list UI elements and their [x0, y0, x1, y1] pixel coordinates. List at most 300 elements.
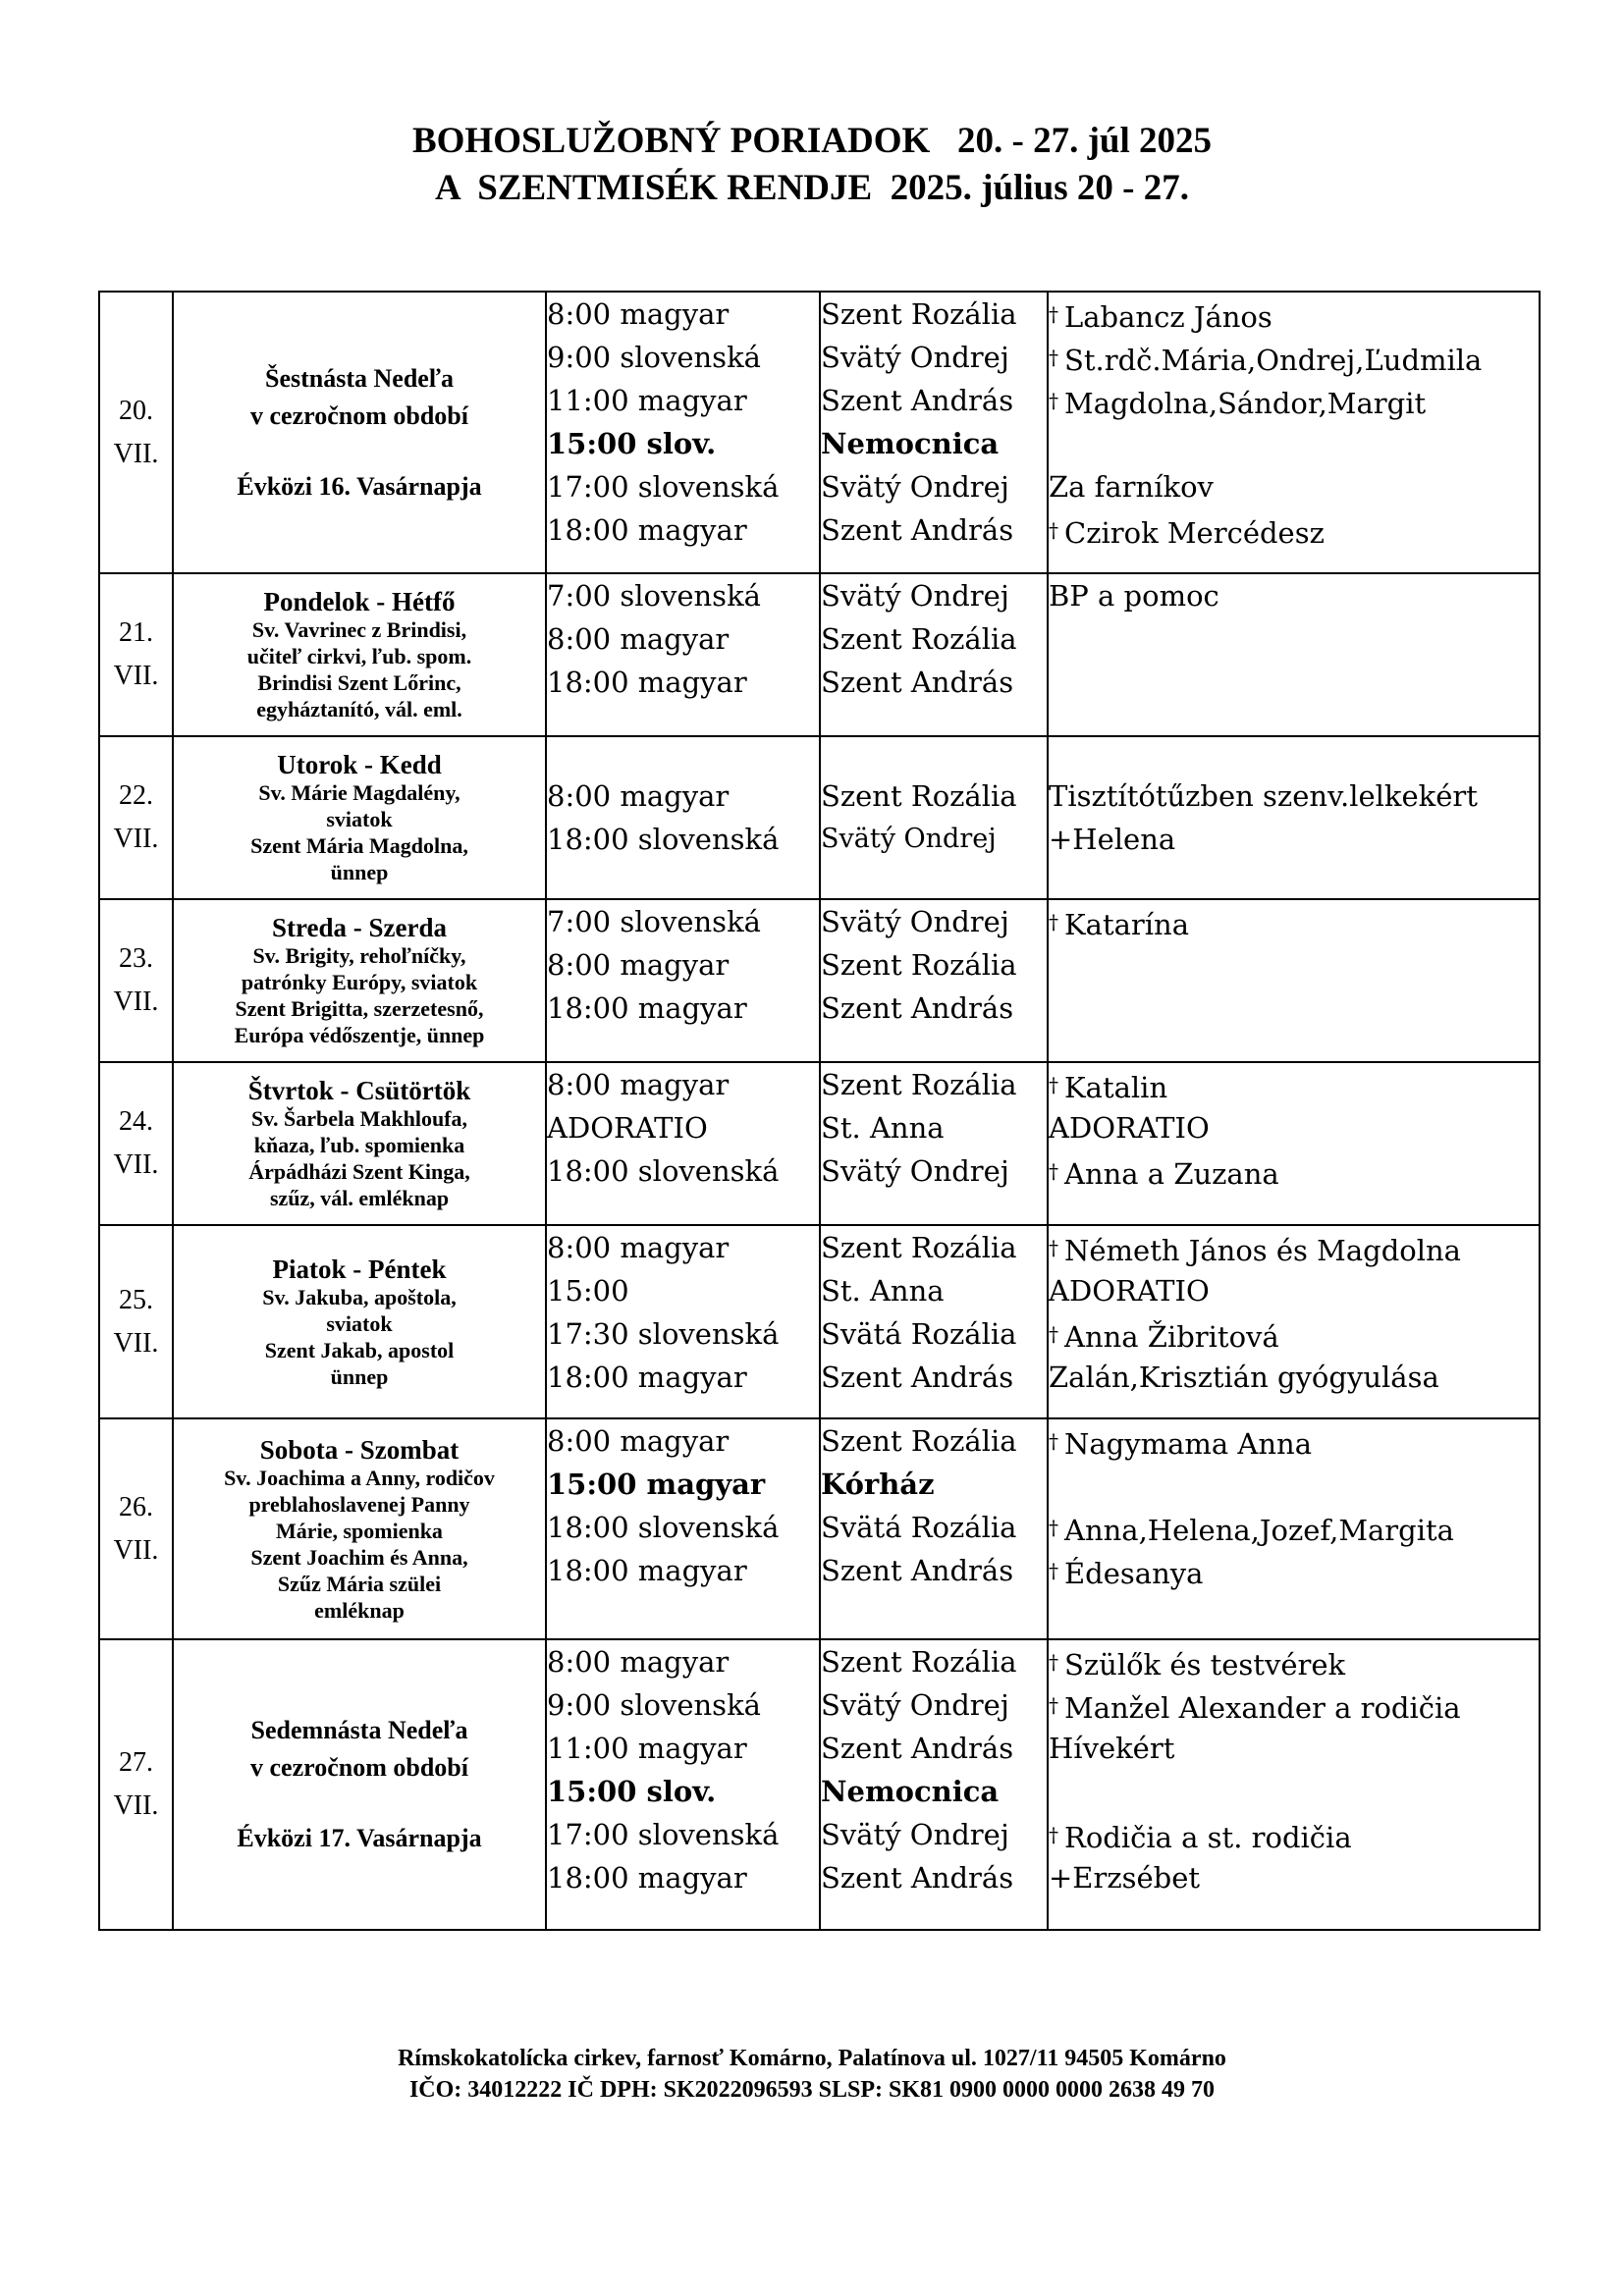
mass-time-text: 17:00 slovenská: [547, 470, 780, 504]
mass-place-text: Nemocnica: [821, 427, 1000, 460]
mass-time-text: 17:30 slovenská: [547, 1317, 780, 1351]
mass-time: [547, 943, 819, 987]
mass-place-text: Szent Rozália: [821, 1068, 1017, 1101]
mass-place: [821, 1063, 1047, 1106]
intention-cell: [1048, 1225, 1540, 1418]
day-row: [99, 292, 1540, 573]
feast-description: preblahoslavenej Panny: [248, 1491, 470, 1517]
mass-intention-text: BP a pomoc: [1049, 579, 1219, 613]
place-cell: [820, 1225, 1048, 1418]
mass-time-text: 8:00 magyar: [547, 1231, 730, 1264]
mass-intention: [1049, 818, 1539, 861]
mass-time-text: 8:00 magyar: [547, 948, 730, 982]
feast-description: Sv. Brigity, rehoľníčky,: [252, 943, 466, 968]
mass-place-text: Svätý Ondrej: [821, 579, 1009, 613]
dagger-icon: †: [1049, 518, 1058, 542]
mass-time: [547, 617, 819, 661]
mass-place-text: Szent András: [821, 1554, 1014, 1587]
mass-intention-text: Anna,Helena,Jozef,Margita: [1064, 1514, 1454, 1547]
mass-place-text: Svätý Ondrej: [821, 1818, 1009, 1851]
mass-intention-text: Hívekért: [1049, 1732, 1175, 1765]
mass-time: [547, 1106, 819, 1149]
liturgical-day-cell: [173, 1225, 546, 1418]
liturgical-day-cell: [173, 573, 546, 736]
feast-description: Árpádházi Szent Kinga,: [248, 1159, 470, 1184]
mass-time-text: 15:00 slov.: [547, 427, 717, 460]
mass-place-text: Szent Rozália: [821, 948, 1017, 982]
place-cell: [820, 573, 1048, 736]
date-cell: [99, 736, 173, 899]
mass-place-text: Szent András: [821, 384, 1014, 417]
mass-intention: [1049, 1312, 1539, 1356]
mass-intention: [1049, 336, 1539, 379]
mass-time-text: 11:00 magyar: [547, 384, 747, 417]
day-name: Sedemnásta Nedeľa: [250, 1716, 468, 1744]
mass-time-text: 18:00 magyar: [547, 1861, 747, 1895]
mass-time: [547, 1419, 819, 1463]
mass-place: [821, 1856, 1047, 1899]
mass-time: [547, 1149, 819, 1193]
footer-address: Rímskokatolícka cirkev, farnosť Komárno, Palatínova ul. 1027/11 94505 Komárno: [398, 2046, 1226, 2071]
day-row: [99, 1062, 1540, 1225]
intention-cell: [1048, 292, 1540, 573]
mass-intention-text: St.rdč.Mária,Ondrej,Ľudmila: [1064, 344, 1483, 377]
feast-description: patrónky Európy, sviatok: [241, 970, 478, 994]
mass-intention: [1049, 943, 1539, 987]
date-month: VII.: [113, 987, 159, 1017]
mass-intention-text: Édesanya: [1064, 1557, 1204, 1590]
mass-time-text: 8:00 magyar: [547, 297, 730, 331]
liturgical-day-cell: [173, 1062, 546, 1225]
mass-place: [821, 818, 1047, 861]
mass-time-text: 15:00 slov.: [547, 1775, 717, 1808]
dagger-icon: †: [1049, 1650, 1058, 1674]
mass-time-text: 15:00: [547, 1274, 629, 1308]
mass-place: [821, 1770, 1047, 1813]
mass-time: [547, 293, 819, 336]
day-name: Utorok - Kedd: [277, 750, 442, 779]
feast-description: ünnep: [330, 1363, 389, 1389]
feast-description: Sv. Márie Magdalény,: [258, 780, 460, 805]
liturgical-day-cell: [173, 292, 546, 573]
dagger-icon: †: [1049, 1073, 1058, 1096]
mass-place-text: Szent András: [821, 991, 1014, 1025]
feast-description: Márie, spomienka: [276, 1518, 443, 1543]
mass-time: [547, 379, 819, 422]
mass-time-cell: [546, 1418, 820, 1639]
day-name: Piatok - Péntek: [272, 1254, 447, 1284]
mass-place-text: St. Anna: [821, 1274, 945, 1308]
date-day: 21.: [119, 617, 153, 648]
mass-intention: [1049, 422, 1539, 465]
mass-intention: [1049, 1226, 1539, 1269]
date-month: VII.: [113, 1534, 159, 1566]
dagger-icon: †: [1049, 1559, 1058, 1582]
mass-time-text: 9:00 slovenská: [547, 1688, 761, 1722]
date-month: VII.: [113, 438, 159, 469]
mass-intention: [1049, 574, 1539, 617]
mass-intention: [1049, 1106, 1539, 1149]
mass-place: [821, 465, 1047, 508]
mass-intention-text: Anna a Zuzana: [1064, 1157, 1279, 1191]
feast-description: Szent Mária Magdolna,: [250, 833, 468, 858]
mass-place-text: Szent András: [821, 666, 1014, 699]
dagger-icon: †: [1049, 1693, 1058, 1717]
mass-place-text: Szent Rozália: [821, 622, 1017, 656]
mass-time: [547, 1727, 819, 1770]
mass-place-text: Szent Rozália: [821, 779, 1017, 813]
mass-intention: [1049, 1683, 1539, 1727]
mass-intention: [1049, 1269, 1539, 1312]
mass-intention: [1049, 1463, 1539, 1506]
date-cell: [99, 292, 173, 573]
mass-time-text: 8:00 magyar: [547, 622, 730, 656]
mass-time: [547, 774, 819, 818]
day-name: Šestnásta Nedeľa: [264, 363, 455, 393]
day-row: [99, 573, 1540, 736]
feast-description: Európa védőszentje, ünnep: [234, 1023, 485, 1047]
mass-place-text: Szent Rozália: [821, 297, 1017, 331]
mass-time-text: 18:00 magyar: [547, 513, 747, 547]
mass-time-text: 18:00 magyar: [547, 1554, 747, 1587]
sunday-hu-name: Évközi 16. Vasárnapja: [237, 471, 482, 501]
mass-intention: [1049, 661, 1539, 704]
mass-place: [821, 1106, 1047, 1149]
feast-description: sviatok: [326, 807, 393, 831]
dagger-icon: †: [1049, 1823, 1058, 1846]
mass-time-text: 18:00 magyar: [547, 1361, 747, 1394]
mass-intention: [1049, 508, 1539, 552]
feast-description: Szent Joachim és Anna,: [250, 1544, 468, 1570]
mass-time-text: 8:00 magyar: [547, 779, 730, 813]
mass-place: [821, 1419, 1047, 1463]
day-row: [99, 1639, 1540, 1930]
mass-time-cell: [546, 1639, 820, 1930]
mass-place: [821, 617, 1047, 661]
mass-place: [821, 900, 1047, 943]
mass-place: [821, 293, 1047, 336]
mass-intention: [1049, 1149, 1539, 1193]
mass-place-text: Svätá Rozália: [821, 1511, 1017, 1544]
mass-time-text: 18:00 slovenská: [547, 1511, 780, 1544]
mass-place: [821, 1312, 1047, 1356]
feast-description: szűz, vál. emléknap: [269, 1186, 450, 1210]
mass-time-text: 18:00 magyar: [547, 991, 747, 1025]
mass-time-text: 8:00 magyar: [547, 1645, 730, 1679]
mass-place: [821, 1640, 1047, 1683]
day-row: [99, 736, 1540, 899]
mass-place: [821, 1269, 1047, 1312]
liturgical-day-cell: [173, 736, 546, 899]
sunday-hu-name: Évközi 17. Vasárnapja: [237, 1824, 482, 1852]
mass-place: [821, 1506, 1047, 1549]
mass-time: [547, 1640, 819, 1683]
liturgical-day-cell: [173, 1418, 546, 1639]
mass-time: [547, 422, 819, 465]
mass-intention-text: Nagymama Anna: [1064, 1427, 1312, 1461]
mass-place-text: Svätá Rozália: [821, 1317, 1017, 1351]
feast-description: Szent Brigitta, szerzetesnő,: [235, 996, 484, 1021]
date-month: VII.: [113, 661, 159, 691]
mass-time-text: 7:00 slovenská: [547, 579, 761, 613]
mass-intention: [1049, 293, 1539, 336]
feast-description: učiteľ cirkvi, ľub. spom.: [246, 644, 472, 668]
mass-intention-text: ADORATIO: [1049, 1274, 1210, 1308]
mass-intention-text: Szülők és testvérek: [1064, 1648, 1346, 1682]
mass-place-text: St. Anna: [821, 1111, 945, 1145]
mass-place-text: Svätý Ondrej: [821, 1688, 1009, 1722]
mass-intention: [1049, 1419, 1539, 1463]
mass-intention: [1049, 1727, 1539, 1770]
dagger-icon: †: [1049, 1516, 1058, 1539]
mass-place-text: Szent András: [821, 1361, 1014, 1394]
mass-intention: [1049, 774, 1539, 818]
mass-place: [821, 336, 1047, 379]
title-hungarian: A SZENTMISÉK RENDJE 2025. július 20 - 27.: [435, 168, 1189, 208]
mass-intention-text: Katarína: [1064, 908, 1190, 941]
date-day: 20.: [119, 395, 153, 426]
mass-time-text: 18:00 slovenská: [547, 823, 780, 856]
mass-intention-text: +Erzsébet: [1049, 1861, 1201, 1895]
place-cell: [820, 292, 1048, 573]
date-month: VII.: [113, 1149, 159, 1180]
mass-place-text: Szent András: [821, 1732, 1014, 1765]
mass-intention-text: Katalin: [1064, 1071, 1168, 1104]
mass-time-cell: [546, 736, 820, 899]
mass-intention-text: ADORATIO: [1049, 1111, 1210, 1145]
feast-description: Sv. Šarbela Makhloufa,: [250, 1106, 468, 1131]
feast-description: emléknap: [314, 1597, 405, 1623]
day-name: v cezročnom období: [250, 1753, 468, 1782]
liturgical-day-cell: [173, 1639, 546, 1930]
place-cell: [820, 1418, 1048, 1639]
mass-time-text: 11:00 magyar: [547, 1732, 747, 1765]
mass-intention-text: Magdolna,Sándor,Margit: [1064, 387, 1427, 420]
date-month: VII.: [113, 1327, 159, 1359]
day-name: Štvrtok - Csütörtök: [247, 1076, 471, 1105]
mass-time: [547, 1226, 819, 1269]
mass-time-text: 17:00 slovenská: [547, 1818, 780, 1851]
mass-intention: [1049, 465, 1539, 508]
mass-place-text: Szent Rozália: [821, 1424, 1017, 1458]
feast-description: Brindisi Szent Lőrinc,: [257, 670, 461, 695]
mass-intention-text: Labancz János: [1064, 300, 1272, 334]
mass-time: [547, 1813, 819, 1856]
date-day: 24.: [119, 1106, 153, 1137]
mass-time-text: ADORATIO: [547, 1111, 708, 1145]
mass-intention: [1049, 1813, 1539, 1856]
mass-time: [547, 1312, 819, 1356]
mass-intention-text: Czirok Mercédesz: [1064, 516, 1325, 550]
mass-intention: [1049, 1506, 1539, 1549]
place-cell: [820, 1062, 1048, 1225]
place-cell: [820, 899, 1048, 1062]
day-name: Sobota - Szombat: [259, 1434, 460, 1465]
mass-place: [821, 1463, 1047, 1506]
date-cell: [99, 899, 173, 1062]
intention-cell: [1048, 573, 1540, 736]
feast-description: Sv. Joachima a Anny, rodičov: [224, 1465, 495, 1490]
mass-place: [821, 1149, 1047, 1193]
mass-intention-text: Zalán,Krisztián gyógyulása: [1049, 1361, 1439, 1394]
mass-place-text: Szent Rozália: [821, 1231, 1017, 1264]
mass-intention: [1049, 1549, 1539, 1592]
mass-place-text: Svätý Ondrej: [821, 1154, 1009, 1188]
mass-time-cell: [546, 1062, 820, 1225]
mass-place: [821, 987, 1047, 1030]
mass-intention: [1049, 1856, 1539, 1899]
day-name: v cezročnom období: [250, 400, 468, 430]
mass-intention-text: Anna Žibritová: [1064, 1320, 1279, 1354]
mass-time-text: 8:00 magyar: [547, 1424, 730, 1458]
feast-description: Sv. Jakuba, apoštola,: [262, 1284, 457, 1309]
feast-description: kňaza, ľub. spomienka: [253, 1133, 465, 1157]
intention-cell: [1048, 1639, 1540, 1930]
dagger-icon: †: [1049, 1159, 1058, 1183]
mass-time-text: 18:00 slovenská: [547, 1154, 780, 1188]
footer-ids: IČO: 34012222 IČ DPH: SK2022096593 SLSP: SK81 0900 0000 0000 2638 49 70: [408, 2077, 1216, 2103]
mass-time-text: 15:00 magyar: [547, 1468, 766, 1501]
mass-time: [547, 1356, 819, 1399]
feast-description: Sv. Vavrinec z Brindisi,: [251, 617, 467, 642]
date-day: 22.: [119, 780, 153, 811]
feast-description: ünnep: [330, 860, 389, 884]
mass-intention-text: Manžel Alexander a rodičia: [1064, 1691, 1461, 1725]
mass-intention: [1049, 1640, 1539, 1683]
day-row: [99, 1418, 1540, 1639]
mass-time-text: 7:00 slovenská: [547, 905, 761, 938]
mass-place-text: Svätý Ondrej: [821, 905, 1009, 938]
dagger-icon: †: [1049, 1429, 1058, 1453]
mass-place: [821, 422, 1047, 465]
mass-time-text: 8:00 magyar: [547, 1068, 730, 1101]
mass-time: [547, 1269, 819, 1312]
mass-time: [547, 1063, 819, 1106]
intention-cell: [1048, 1418, 1540, 1639]
dagger-icon: †: [1049, 346, 1058, 369]
day-name: Streda - Szerda: [272, 913, 447, 942]
mass-place: [821, 943, 1047, 987]
feast-description: Szűz Mária szülei: [277, 1571, 442, 1596]
date-cell: [99, 1062, 173, 1225]
dagger-icon: †: [1049, 389, 1058, 412]
mass-time-cell: [546, 573, 820, 736]
mass-place: [821, 1549, 1047, 1592]
page-header: [0, 118, 1624, 212]
mass-place-text: Nemocnica: [821, 1775, 1000, 1808]
mass-time: [547, 574, 819, 617]
mass-time: [547, 818, 819, 861]
mass-intention: [1049, 1063, 1539, 1106]
feast-description: sviatok: [326, 1310, 393, 1336]
mass-place: [821, 774, 1047, 818]
feast-description: egyháztanító, vál. eml.: [256, 697, 462, 721]
mass-intention-text: +Helena: [1049, 823, 1176, 856]
mass-time: [547, 1506, 819, 1549]
mass-intention: [1049, 379, 1539, 422]
mass-time: [547, 508, 819, 552]
mass-place: [821, 508, 1047, 552]
date-month: VII.: [113, 1790, 159, 1821]
mass-time: [547, 1683, 819, 1727]
mass-time: [547, 1770, 819, 1813]
mass-time-cell: [546, 899, 820, 1062]
mass-place: [821, 1683, 1047, 1727]
spacer: [174, 435, 545, 468]
date-cell: [99, 1225, 173, 1418]
mass-place: [821, 379, 1047, 422]
mass-time-cell: [546, 292, 820, 573]
liturgical-day-cell: [173, 899, 546, 1062]
mass-place-text: Kórház: [821, 1468, 935, 1501]
mass-time-text: 18:00 magyar: [547, 666, 747, 699]
day-row: [99, 1225, 1540, 1418]
mass-time: [547, 1856, 819, 1899]
mass-place-text: Svätý Ondrej: [821, 341, 1009, 374]
date-cell: [99, 1639, 173, 1930]
mass-time: [547, 1463, 819, 1506]
dagger-icon: †: [1049, 1322, 1058, 1346]
place-cell: [820, 1639, 1048, 1930]
date-day: 25.: [119, 1284, 153, 1315]
mass-place: [821, 1226, 1047, 1269]
mass-intention: [1049, 987, 1539, 1030]
dagger-icon: †: [1049, 302, 1058, 326]
date-day: 26.: [119, 1491, 153, 1522]
intention-cell: [1048, 899, 1540, 1062]
mass-intention: [1049, 1356, 1539, 1399]
mass-time: [547, 987, 819, 1030]
mass-intention: [1049, 1770, 1539, 1813]
mass-time: [547, 661, 819, 704]
day-name: Pondelok - Hétfő: [263, 587, 456, 616]
mass-time-text: 9:00 slovenská: [547, 341, 761, 374]
date-day: 23.: [119, 943, 153, 974]
title-slovak: BOHOSLUŽOBNÝ PORIADOK 20. - 27. júl 2025: [411, 121, 1213, 161]
place-cell: [820, 736, 1048, 899]
mass-time: [547, 465, 819, 508]
intention-cell: [1048, 1062, 1540, 1225]
feast-description: Szent Jakab, apostol: [264, 1337, 455, 1362]
mass-place-text: Svätý Ondrej: [821, 470, 1009, 504]
footer: [0, 2043, 1624, 2106]
mass-time: [547, 1549, 819, 1592]
dagger-icon: †: [1049, 910, 1058, 934]
mass-place: [821, 661, 1047, 704]
mass-place: [821, 1727, 1047, 1770]
mass-time: [547, 900, 819, 943]
mass-time: [547, 336, 819, 379]
spacer: [174, 1787, 545, 1820]
mass-place: [821, 1356, 1047, 1399]
mass-place-text: Svätý Ondrej: [821, 824, 997, 854]
mass-intention-text: Rodičia a st. rodičia: [1064, 1821, 1352, 1854]
mass-intention-text: Za farníkov: [1049, 470, 1214, 504]
intention-cell: [1048, 736, 1540, 899]
date-cell: [99, 1418, 173, 1639]
mass-place-text: Szent András: [821, 513, 1014, 547]
mass-schedule-table: [98, 291, 1541, 1931]
mass-intention-text: Németh János és Magdolna: [1064, 1234, 1461, 1267]
date-day: 27.: [119, 1747, 153, 1778]
mass-place: [821, 1813, 1047, 1856]
mass-place-text: Szent András: [821, 1861, 1014, 1895]
date-cell: [99, 573, 173, 736]
date-month: VII.: [113, 824, 159, 854]
mass-intention-text: Tisztítótűzben szenv.lelkekért: [1049, 779, 1478, 813]
mass-intention: [1049, 900, 1539, 943]
mass-place: [821, 574, 1047, 617]
